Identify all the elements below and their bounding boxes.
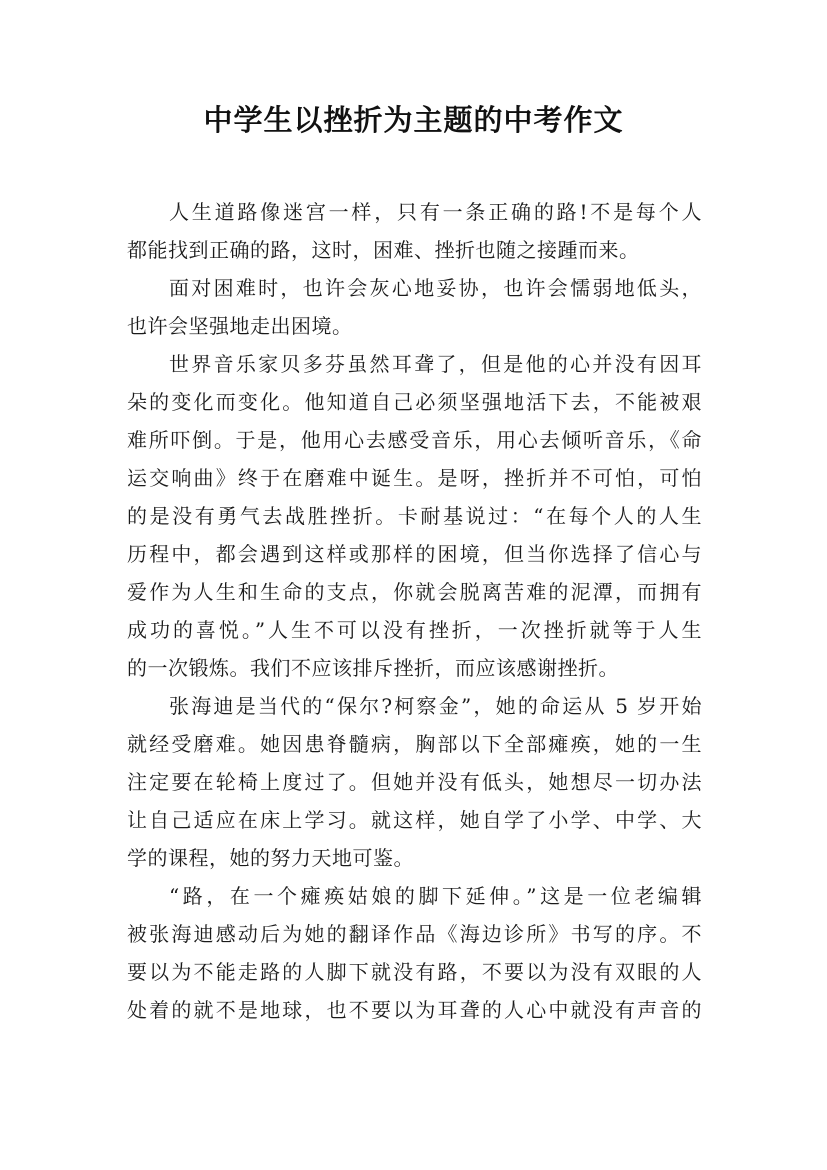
paragraph-line: 成功的喜悦。”人生不可以没有挫折，一次挫折就等于人生 <box>127 618 702 642</box>
paragraph-line: 运交响曲》终于在磨难中诞生。是呀，挫折并不可怕，可怕 <box>127 466 702 490</box>
paragraph <box>127 877 702 1029</box>
paragraph-line: 被张海迪感动后为她的翻译作品《海边诊所》书写的序。不 <box>127 922 702 946</box>
paragraph-line: 处着的就不是地球，也不要以为耳聋的人心中就没有声音的 <box>127 998 702 1022</box>
paragraph-line: 都能找到正确的路，这时，困难、挫折也随之接踵而来。 <box>127 238 640 262</box>
paragraph-line: 世界音乐家贝多芬虽然耳聋了，但是他的心并没有因耳 <box>169 352 702 376</box>
paragraph-line: 的一次锻炼。我们不应该排斥挫折，而应该感谢挫折。 <box>127 656 619 680</box>
paragraph <box>127 687 702 877</box>
paragraph-line: 人生道路像迷宫一样，只有一条正确的路!不是每个人 <box>169 200 702 224</box>
document-title: 中学生以挫折为主题的中考作文 <box>203 103 624 137</box>
paragraph-line: 的是没有勇气去战胜挫折。卡耐基说过：“在每个人的人生 <box>127 504 702 528</box>
document-body <box>127 193 702 1029</box>
paragraph-line: 学的课程，她的努力天地可鉴。 <box>127 846 414 870</box>
paragraph-line: 爱作为人生和生命的支点，你就会脱离苦难的泥潭，而拥有 <box>127 580 702 604</box>
paragraph <box>127 193 702 269</box>
paragraph-line: “路，在一个瘫痪姑娘的脚下延伸。”这是一位老编辑 <box>169 884 702 908</box>
paragraph-line: 就经受磨难。她因患脊髓病，胸部以下全部瘫痪，她的一生 <box>127 732 702 756</box>
paragraph-line: 张海迪是当代的“保尔?柯察金”，她的命运从 5 岁开始 <box>169 694 702 718</box>
paragraph-line: 面对困难时，也许会灰心地妥协，也许会懦弱地低头， <box>169 276 702 300</box>
paragraph-line: 要以为不能走路的人脚下就没有路，不要以为没有双眼的人 <box>127 960 702 984</box>
paragraph-line: 朵的变化而变化。他知道自己必须坚强地活下去，不能被艰 <box>127 390 702 414</box>
paragraph <box>127 269 702 345</box>
paragraph-line: 历程中，都会遇到这样或那样的困境，但当你选择了信心与 <box>127 542 702 566</box>
paragraph-line: 也许会坚强地走出困境。 <box>127 314 353 338</box>
paragraph-line: 难所吓倒。于是，他用心去感受音乐，用心去倾听音乐，《命 <box>127 428 702 452</box>
paragraph-line: 注定要在轮椅上度过了。但她并没有低头，她想尽一切办法 <box>127 770 702 794</box>
paragraph <box>127 345 702 687</box>
paragraph-line: 让自己适应在床上学习。就这样，她自学了小学、中学、大 <box>127 808 702 832</box>
